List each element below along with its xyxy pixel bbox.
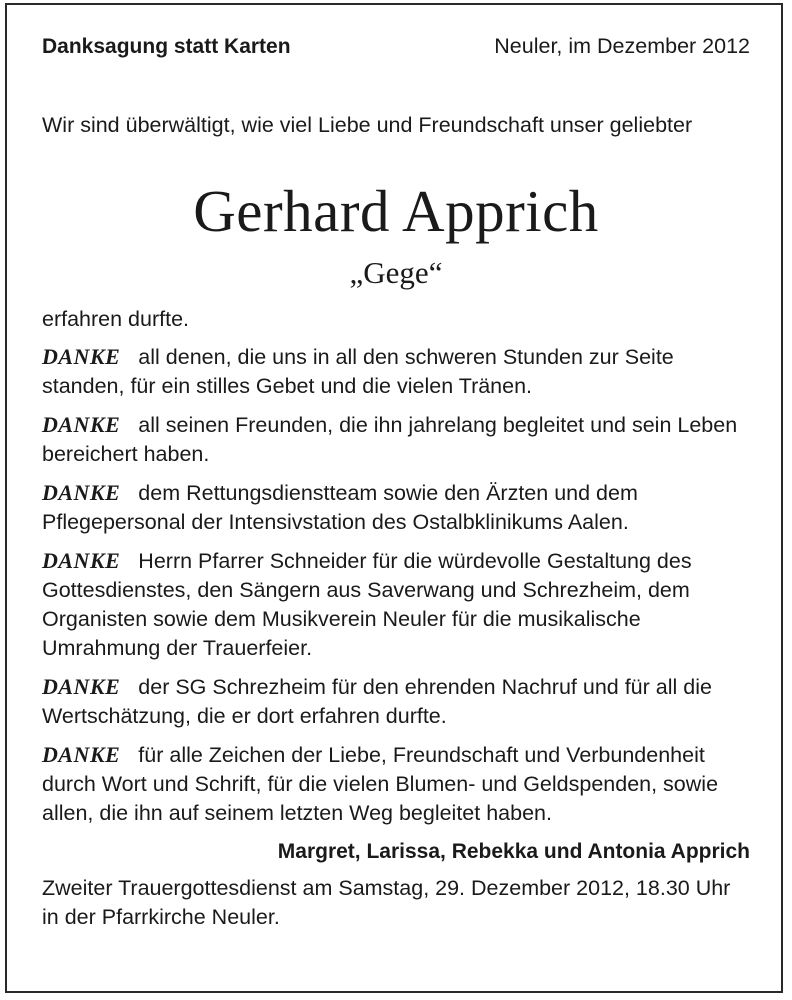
place-date: Neuler, im Dezember 2012 (494, 34, 750, 58)
thanks-paragraph (42, 740, 750, 828)
danke-label: DANKE (42, 548, 121, 573)
thanks-text: für alle Zeichen der Liebe, Freundschaft und Verbundenheit durch Wort und Schrift, für die vielen Blumen- und Geldspenden, sowie allen, die ihn auf seinem letzten Weg begleitet haben. (42, 743, 719, 825)
header (42, 34, 750, 59)
thanks-paragraph (42, 672, 750, 731)
danke-label: DANKE (42, 742, 121, 767)
notice-title: Danksagung statt Karten (42, 35, 291, 58)
thanks-paragraph (42, 410, 750, 469)
thanks-text: dem Rettungsdienstteam sowie den Ärzten und dem Pflegepersonal der Intensivstation des Ostalbklinikums Aalen. (42, 481, 638, 534)
danke-label: DANKE (42, 480, 121, 505)
danke-label: DANKE (42, 412, 121, 437)
thanks-paragraph (42, 342, 750, 401)
thanks-paragraph (42, 546, 750, 663)
thanks-text: der SG Schrezheim für den ehrenden Nachruf und für all die Wertschätzung, die er dort erfahren durfte. (42, 675, 712, 728)
thanks-text: all denen, die uns in all den schweren Stunden zur Seite standen, für ein stilles Gebet und die vielen Tränen. (42, 345, 674, 398)
deceased-nickname: „Gege“ (349, 255, 443, 290)
intro-text: Wir sind überwältigt, wie viel Liebe und Freundschaft unser geliebter (42, 113, 693, 137)
danke-label: DANKE (42, 344, 121, 369)
thanks-text: all seinen Freunden, die ihn jahrelang begleitet und sein Leben bereichert haben. (42, 413, 738, 466)
danke-label: DANKE (42, 674, 121, 699)
body-text (42, 305, 750, 932)
after-name-text: erfahren durfte. (42, 307, 190, 331)
service-notice: Zweiter Trauergottesdienst am Samstag, 29. Dezember 2012, 18.30 Uhr in der Pfarrkirche Neuler. (42, 876, 731, 929)
thanks-paragraph (42, 478, 750, 537)
signature: Margret, Larissa, Rebekka und Antonia Apprich (277, 840, 750, 863)
thanks-text: Herrn Pfarrer Schneider für die würdevolle Gestaltung des Gottesdienstes, den Sängern aus Saverwang und Schrezheim, dem Organisten sowie dem Musikverein Neuler für die musikalische Umrahmung der Trauerfeier. (42, 549, 692, 660)
deceased-name: Gerhard Apprich (193, 178, 599, 244)
